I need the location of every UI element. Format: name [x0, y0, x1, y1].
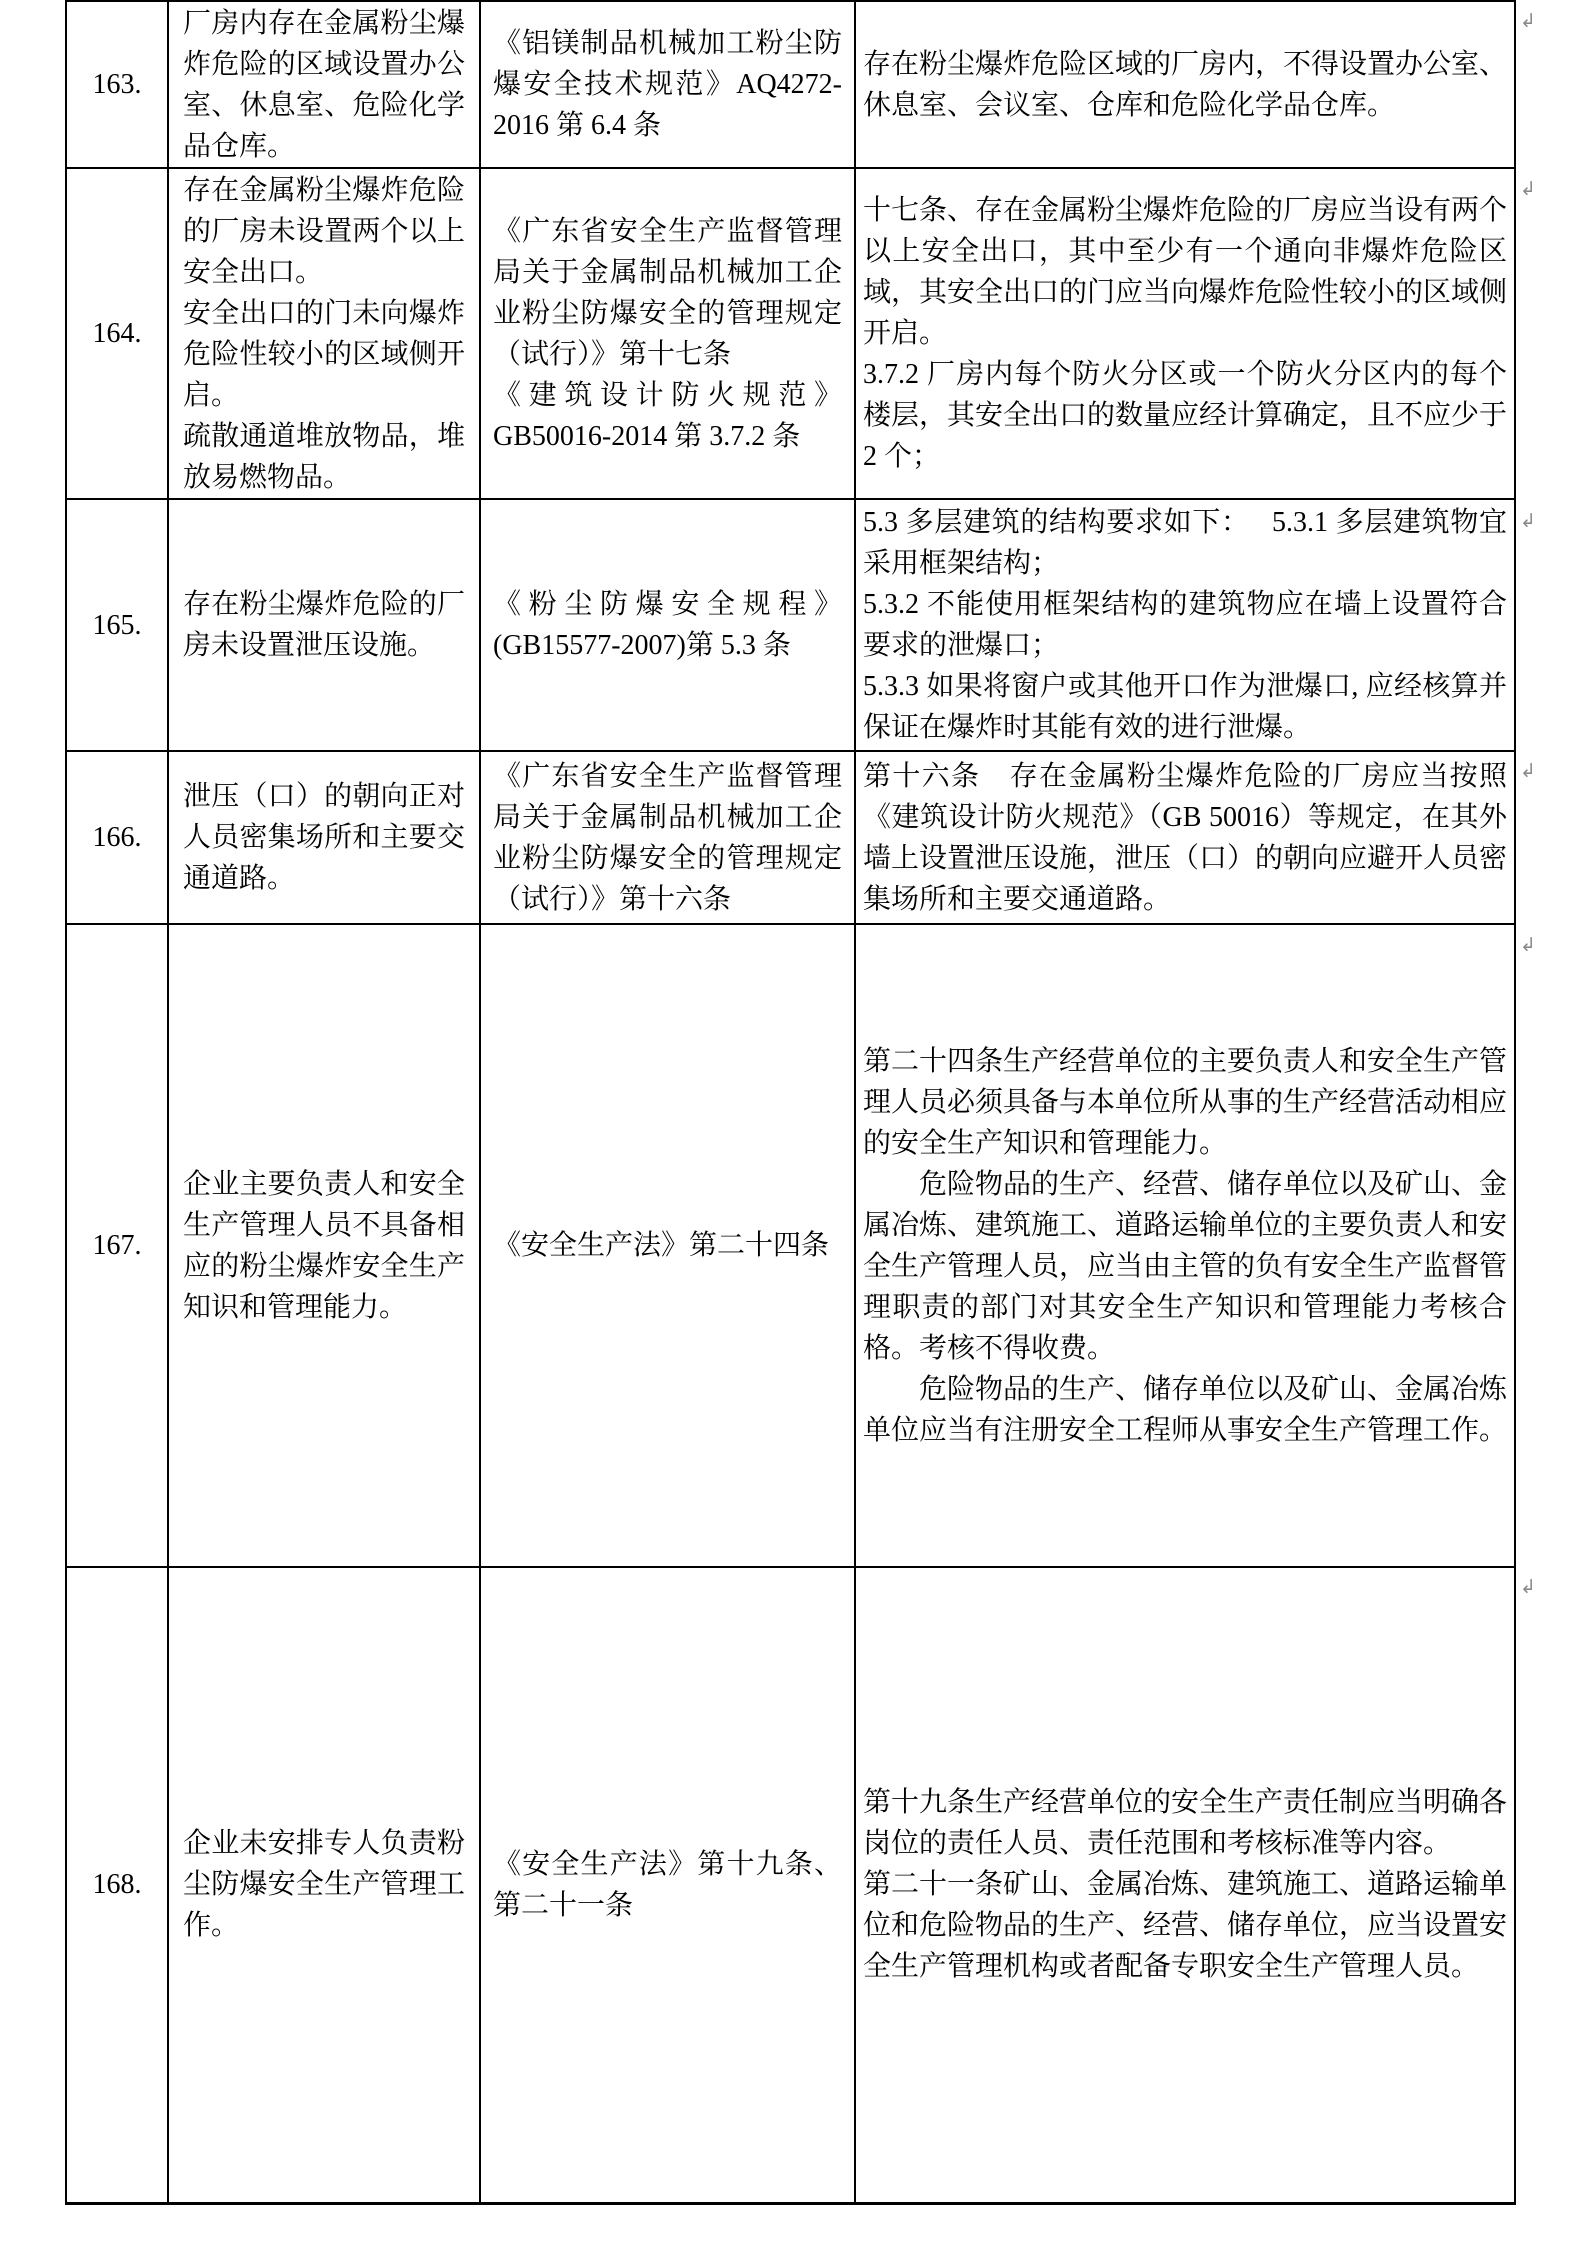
legal-basis-cell	[480, 1, 855, 168]
hazard-cell	[168, 1567, 480, 2203]
paragraph: 安全出口的门未向爆炸危险性较小的区域侧开启。	[183, 297, 465, 411]
table-row	[66, 1, 1515, 168]
provision-text-cell	[855, 499, 1515, 751]
row-number-cell: 167.	[66, 924, 168, 1567]
row-number-cell: 165.	[66, 499, 168, 751]
paragraph: 企业主要负责人和安全生产管理人员不具备相应的粉尘爆炸安全生产知识和管理能力。	[183, 1168, 465, 1323]
paragraph: 厂房内存在金属粉尘爆炸危险的区域设置办公室、休息室、危险化学品仓库。	[183, 7, 465, 162]
paragraph: 存在粉尘爆炸危险区域的厂房内，不得设置办公室、休息室、会议室、仓库和危险化学品仓库。	[863, 48, 1508, 121]
table-row	[66, 499, 1515, 751]
table-row	[66, 751, 1515, 924]
legal-basis-cell	[480, 1567, 855, 2203]
paragraph: 十七条、存在金属粉尘爆炸危险的厂房应当设有两个以上安全出口，其中至少有一个通向非爆炸危险区域，其安全出口的门应当向爆炸危险性较小的区域侧开启。	[863, 195, 1508, 349]
table-row	[66, 168, 1515, 499]
paragraph: 3.7.2 厂房内每个防火分区或一个防火分区内的每个楼层，其安全出口的数量应经计算确定，且不应少于 2 个；	[863, 359, 1508, 472]
row-number-cell: 166.	[66, 751, 168, 924]
legal-basis-cell	[480, 751, 855, 924]
hazard-cell	[168, 499, 480, 751]
paragraph-mark-icon: ↲	[1520, 760, 1536, 782]
provision-text-cell	[855, 751, 1515, 924]
legal-basis-cell	[480, 924, 855, 1567]
row-number-cell: 168.	[66, 1567, 168, 2203]
paragraph: 5.3 多层建筑的结构要求如下： 5.3.1 多层建筑物宜采用框架结构；	[863, 507, 1507, 579]
paragraph: 《建筑设计防火规范》GB50016-2014 第 3.7.2 条	[493, 379, 842, 452]
table-row	[66, 924, 1515, 1567]
paragraph-mark-icon: ↲	[1520, 178, 1536, 200]
paragraph: 第十六条 存在金属粉尘爆炸危险的厂房应当按照《建筑设计防火规范》（GB 50016）等规定，在其外墙上设置泄压设施，泄压（口）的朝向应避开人员密集场所和主要交通道路。	[863, 760, 1508, 915]
paragraph: 《粉尘防爆安全规程》(GB15577-2007)第 5.3 条	[493, 589, 842, 661]
paragraph: 《安全生产法》第十九条、第二十一条	[493, 1848, 842, 1921]
legal-basis-cell	[480, 168, 855, 499]
provision-text-cell	[855, 1, 1515, 168]
paragraph: 疏散通道堆放物品，堆放易燃物品。	[183, 420, 465, 493]
hazard-cell	[168, 924, 480, 1567]
paragraph: 存在粉尘爆炸危险的厂房未设置泄压设施。	[183, 589, 465, 661]
paragraph: 5.3.2 不能使用框架结构的建筑物应在墙上设置符合要求的泄爆口；	[863, 589, 1507, 661]
paragraph-mark-icon: ↲	[1520, 10, 1536, 32]
paragraph-mark-icon: ↲	[1520, 510, 1536, 532]
paragraph: 企业未安排专人负责粉尘防爆安全生产管理工作。	[183, 1828, 465, 1942]
paragraph: 第二十四条生产经营单位的主要负责人和安全生产管理人员必须具备与本单位所从事的生产经营活动相应的安全生产知识和管理能力。	[863, 1045, 1508, 1159]
legal-basis-cell	[480, 499, 855, 751]
hazard-cell	[168, 168, 480, 499]
paragraph: 危险物品的生产、经营、储存单位以及矿山、金属冶炼、建筑施工、道路运输单位的主要负责人和安全生产管理人员，应当由主管的负有安全生产监督管理职责的部门对其安全生产知识和管理能力考核合格。考核不得收费。	[863, 1168, 1508, 1364]
paragraph: 《铝镁制品机械加工粉尘防爆安全技术规范》AQ4272-2016 第 6.4 条	[493, 28, 842, 141]
paragraph-mark-icon: ↲	[1520, 1576, 1536, 1598]
row-number-cell: 163.	[66, 1, 168, 168]
paragraph: 《广东省安全生产监督管理局关于金属制品机械加工企业粉尘防爆安全的管理规定（试行）》第十七条	[493, 215, 842, 370]
hazard-cell	[168, 751, 480, 924]
paragraph-mark-icon: ↲	[1520, 934, 1536, 956]
paragraph: 第十九条生产经营单位的安全生产责任制应当明确各岗位的责任人员、责任范围和考核标准等内容。	[863, 1787, 1508, 1860]
table-row	[66, 1567, 1515, 2203]
paragraph: 存在金属粉尘爆炸危险的厂房未设置两个以上安全出口。	[183, 174, 465, 288]
paragraph: 泄压（口）的朝向正对人员密集场所和主要交通道路。	[183, 781, 465, 894]
paragraph: 《广东省安全生产监督管理局关于金属制品机械加工企业粉尘防爆安全的管理规定（试行）》第十六条	[493, 760, 842, 915]
paragraph: 第二十一条矿山、金属冶炼、建筑施工、道路运输单位和危险物品的生产、经营、储存单位，应当设置安全生产管理机构或者配备专职安全生产管理人员。	[863, 1869, 1508, 1983]
paragraph: 危险物品的生产、储存单位以及矿山、金属冶炼单位应当有注册安全工程师从事安全生产管理工作。	[863, 1373, 1508, 1446]
provision-text-cell	[855, 924, 1515, 1567]
row-number-cell: 164.	[66, 168, 168, 499]
paragraph: 《安全生产法》第二十四条	[493, 1230, 830, 1261]
provision-text-cell	[855, 1567, 1515, 2203]
paragraph: 5.3.3 如果将窗户或其他开口作为泄爆口, 应经核算并保证在爆炸时其能有效的进行泄爆。	[863, 671, 1507, 743]
hazard-cell	[168, 1, 480, 168]
provision-text-cell	[855, 168, 1515, 499]
hazard-regulation-table	[65, 0, 1516, 2205]
